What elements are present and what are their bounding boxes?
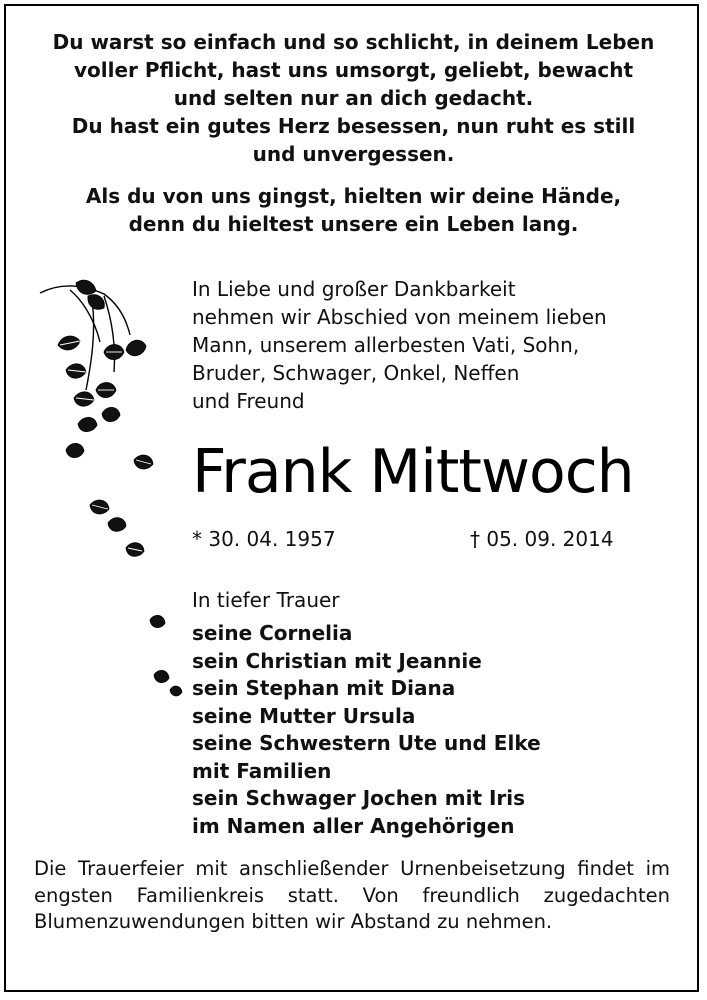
death-date: † 05. 09. 2014 (470, 527, 614, 551)
poem-line: und selten nur an dich gedacht. (173, 86, 534, 110)
intro-line: Mann, unserem allerbesten Vati, Sohn, (192, 333, 580, 357)
mourner: sein Stephan mit Diana (192, 676, 456, 700)
life-dates (192, 525, 642, 553)
intro-line: und Freund (192, 389, 305, 413)
mourning-label: In tiefer Trauer (192, 588, 340, 612)
poem-line: Du hast ein gutes Herz besessen, nun ruht es still (71, 114, 636, 138)
mourner: sein Schwager Jochen mit Iris (192, 786, 526, 810)
mourner: seine Mutter Ursula (192, 703, 416, 728)
farewell-intro (192, 275, 607, 415)
mourner: im Namen aller Angehörigen (192, 813, 515, 838)
mourner: seine Schwestern Ute und Elke (192, 731, 541, 755)
mourner: sein Christian mit Jeannie (192, 648, 482, 673)
birth-date: * 30. 04. 1957 (192, 527, 336, 551)
poem-line: Als du von uns gingst, hielten wir deine Hände, (85, 184, 622, 208)
poem (0, 28, 707, 238)
stanza-gap (0, 168, 707, 182)
mourners-list (192, 620, 541, 840)
deceased-name: Frank Mittwoch (192, 437, 634, 507)
mourner: seine Cornelia (192, 621, 353, 645)
poem-line: voller Pflicht, hast uns umsorgt, geliebt, bewacht (73, 58, 634, 82)
funeral-notice: Die Trauerfeier mit anschließender Urnenbeisetzung findet im engsten Familienkreis statt. Von freundlich zugedachten Blumenzuwendungen bitten wir Abstand zu nehmen. (34, 857, 670, 933)
poem-line: und unvergessen. (252, 142, 455, 166)
poem-line: Du warst so einfach und so schlicht, in deinem Leben (52, 30, 655, 54)
mourner: mit Familien (192, 758, 332, 783)
intro-line: nehmen wir Abschied von meinem lieben (192, 305, 607, 329)
intro-line: Bruder, Schwager, Onkel, Neffen (192, 361, 520, 385)
intro-line: In Liebe und großer Dankbarkeit (192, 277, 516, 301)
poem-line: denn du hieltest unsere ein Leben lang. (128, 212, 579, 236)
